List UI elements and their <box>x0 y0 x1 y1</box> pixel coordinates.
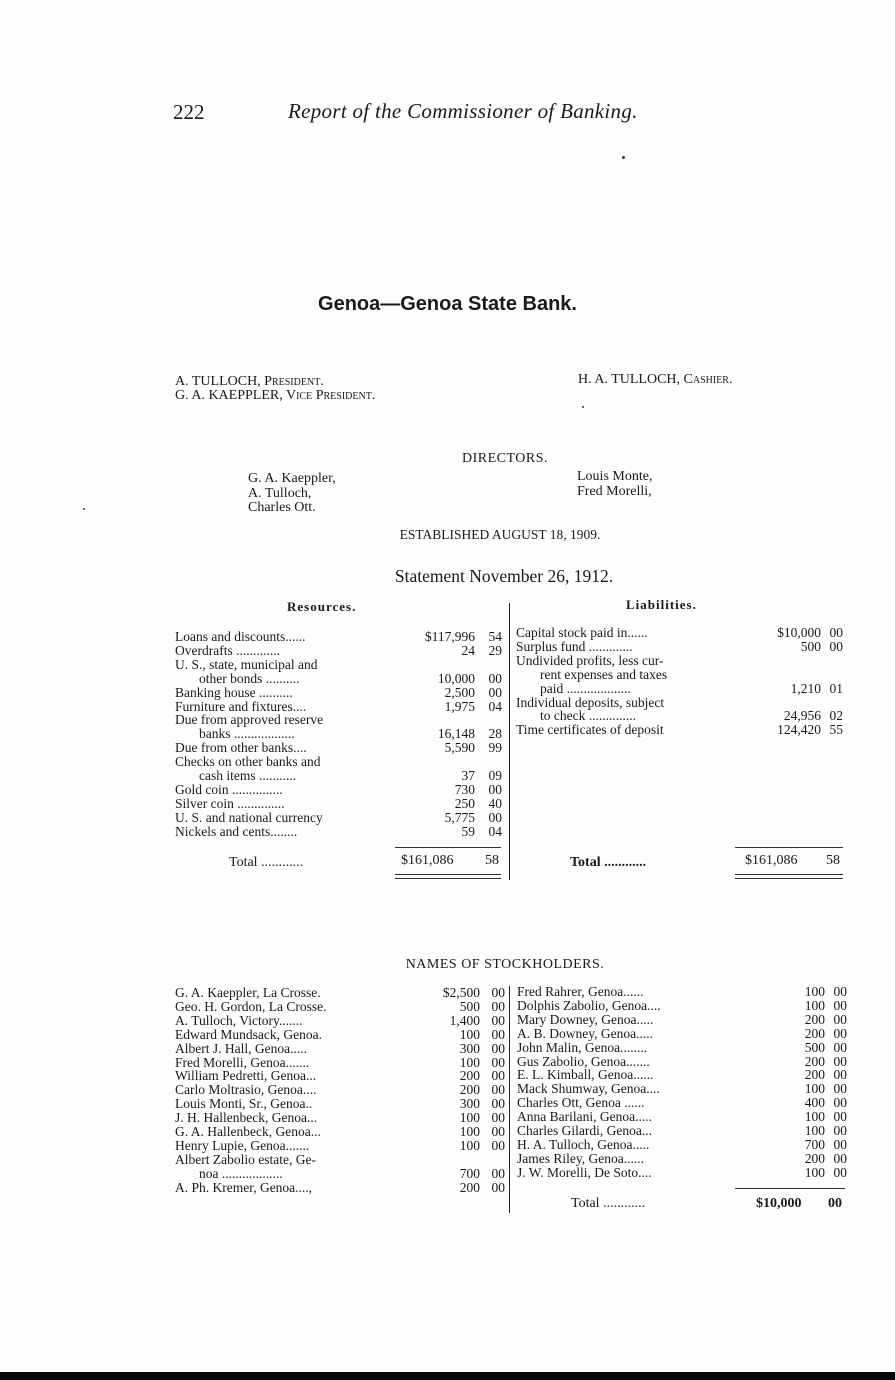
resource-row-cents: 00 <box>488 670 502 686</box>
liability-row <box>516 723 843 737</box>
resource-row-amount: 59 <box>461 823 475 839</box>
stockholder-row-amount: 200 <box>804 1150 825 1166</box>
stockholder-row <box>175 1042 505 1056</box>
stockholder-row <box>517 1124 847 1138</box>
stockholder-row-amount: 400 <box>804 1095 825 1111</box>
stockholder-row-cents: 00 <box>833 1025 847 1041</box>
stockholder-row-cents: 00 <box>833 1011 847 1027</box>
resource-row-amount: 250 <box>454 795 475 811</box>
stockholder-row-cents: 00 <box>833 984 847 999</box>
stockholder-row-amount: 100 <box>804 1123 825 1139</box>
liability-row-label: Undivided profits, less cur- <box>516 652 664 668</box>
stockholder-row-amount: 100 <box>459 1110 480 1126</box>
resource-row-cents: 00 <box>488 781 502 797</box>
stockholder-row-cents: 00 <box>833 1053 847 1069</box>
resource-row-label: Furniture and fixtures.... <box>175 698 307 714</box>
stockholder-row-amount: 100 <box>459 1124 480 1140</box>
stockholder-row-label: Mary Downey, Genoa..... <box>517 1011 654 1027</box>
stockholder-row-amount: 700 <box>804 1136 825 1152</box>
resource-row-label: Banking house .......... <box>175 684 293 700</box>
stockholders-total-rule <box>735 1188 845 1189</box>
stockholder-row-amount: 200 <box>459 1082 480 1098</box>
page-number: 222 <box>173 100 205 124</box>
established-date: ESTABLISHED AUGUST 18, 1909. <box>399 527 601 542</box>
stockholder-row-amount: 100 <box>804 984 825 999</box>
stockholder-row-amount: 100 <box>804 1081 825 1097</box>
stockholder-row-amount: 1,400 <box>449 1012 480 1028</box>
resource-row-amount <box>405 713 475 727</box>
director-name: G. A. Kaeppler, <box>248 471 336 486</box>
liability-row-label: Surplus fund ............. <box>516 638 633 654</box>
resource-row <box>175 658 502 672</box>
liability-row <box>516 696 843 710</box>
liability-row-cents: 00 <box>829 625 843 640</box>
stockholder-row-label: G. A. Hallenbeck, Genoa... <box>175 1124 321 1140</box>
resource-row-label: banks .................. <box>199 726 295 742</box>
stockholder-row <box>517 1068 847 1082</box>
stockholder-row-cents: 00 <box>491 1179 505 1195</box>
resource-row <box>175 811 502 825</box>
resources-table <box>175 630 502 839</box>
stockholder-row <box>517 985 847 999</box>
liability-row-amount <box>736 654 821 668</box>
stockholder-row-amount: 300 <box>459 1096 480 1112</box>
resource-row-label: Checks on other banks and <box>175 754 321 770</box>
directors-right <box>577 470 652 499</box>
bank-title: Genoa—Genoa State Bank. <box>318 293 577 315</box>
stockholder-row-label: Gus Zabolio, Genoa....... <box>517 1053 650 1069</box>
stockholder-row-cents: 00 <box>833 1067 847 1083</box>
resource-row-cents: 00 <box>488 809 502 825</box>
stockholder-row-label: A. B. Downey, Genoa..... <box>517 1025 653 1041</box>
stockholder-row <box>517 1152 847 1166</box>
stockholder-row-amount: 200 <box>459 1179 480 1195</box>
stockholder-row-cents: 00 <box>833 1150 847 1166</box>
stockholder-row <box>517 1082 847 1096</box>
liabilities-total-double-rule <box>735 874 843 879</box>
stockholder-row <box>175 1056 505 1070</box>
resource-row-cents <box>475 713 502 727</box>
director-name: Fred Morelli, <box>577 483 652 499</box>
stockholder-row <box>175 1181 505 1195</box>
resource-row-label: Due from other banks.... <box>175 740 307 756</box>
stockholder-row <box>517 1110 847 1124</box>
stockholder-row-cents: 00 <box>491 1040 505 1056</box>
stockholder-row-label: J. W. Morelli, De Soto.... <box>517 1164 652 1180</box>
resource-row-cents: 29 <box>488 642 502 658</box>
stockholder-row <box>175 1028 505 1042</box>
stockholder-row-cents: 00 <box>491 1165 505 1181</box>
stockholder-row-label: A. Tulloch, Victory....... <box>175 1012 303 1028</box>
resource-row-label: cash items ........... <box>199 768 297 784</box>
resource-row-cents: 54 <box>488 629 502 644</box>
liabilities-subtotal-rule <box>735 847 843 848</box>
resource-row-label: U. S. and national currency <box>175 809 323 825</box>
stockholder-row <box>517 1055 847 1069</box>
directors-heading: DIRECTORS. <box>461 451 549 466</box>
stockholder-row-cents: 00 <box>833 1109 847 1125</box>
print-speck <box>83 508 85 510</box>
stockholder-row-label: Albert J. Hall, Genoa..... <box>175 1040 307 1056</box>
stockholder-row-cents <box>480 1153 505 1167</box>
stockholder-row-label: Edward Mundsack, Genoa. <box>175 1026 322 1042</box>
stockholders-total-amount: $10,000 <box>756 1196 802 1211</box>
stockholder-row-cents: 00 <box>833 1136 847 1152</box>
resource-row-amount: 2,500 <box>444 684 475 700</box>
liability-row-amount: 500 <box>800 638 821 654</box>
stockholder-row <box>517 1096 847 1110</box>
resource-row-label: U. S., state, municipal and <box>175 656 318 672</box>
liabilities-total-amount: $161,086 <box>745 853 798 868</box>
resource-row-cents <box>475 658 502 672</box>
stockholder-row <box>175 1125 505 1139</box>
stockholder-row-label: Carlo Moltrasio, Genoa.... <box>175 1082 317 1098</box>
liability-row-label: Time certificates of deposit <box>516 722 664 738</box>
resource-row <box>175 755 502 769</box>
resource-row-label: Silver coin .............. <box>175 795 285 811</box>
stockholder-row-amount: 200 <box>804 1011 825 1027</box>
director-name: Louis Monte, <box>577 469 653 484</box>
liability-row-cents: 00 <box>829 638 843 654</box>
resource-row-amount: 16,148 <box>437 726 475 742</box>
resource-row-cents <box>475 755 502 769</box>
stockholder-row-label: A. Ph. Kremer, Genoa...., <box>175 1179 313 1195</box>
liabilities-heading: Liabilities. <box>626 597 697 612</box>
liability-row <box>516 626 843 640</box>
stockholder-row <box>175 1097 505 1111</box>
stockholder-row-cents: 00 <box>833 1123 847 1139</box>
stockholder-row-amount: 100 <box>804 997 825 1013</box>
liability-row-amount: 1,210 <box>790 680 821 696</box>
resource-row <box>175 741 502 755</box>
resource-row <box>175 713 502 727</box>
stockholder-row-label: Geo. H. Gordon, La Crosse. <box>175 998 327 1014</box>
resource-row-cents: 09 <box>488 768 502 784</box>
resources-subtotal-rule <box>395 847 501 848</box>
resource-row <box>175 630 502 644</box>
stockholder-row-cents: 00 <box>491 1096 505 1112</box>
liability-row-label: to check .............. <box>540 708 636 724</box>
resource-row <box>175 783 502 797</box>
resource-row <box>175 700 502 714</box>
stockholder-row-label: J. H. Hallenbeck, Genoa... <box>175 1110 318 1126</box>
stockholder-row <box>517 1013 847 1027</box>
running-title: Report of the Commissioner of Banking. <box>288 99 638 123</box>
officer-cashier: H. A. TULLOCH, Cashier. <box>578 372 733 387</box>
resource-row-amount <box>405 658 475 672</box>
stockholder-row-amount: 100 <box>459 1137 480 1153</box>
resources-total-amount: $161,086 <box>401 853 454 868</box>
resource-row-cents: 40 <box>488 795 502 811</box>
stockholder-row-cents: 00 <box>491 1026 505 1042</box>
resources-heading: Resources. <box>287 599 357 614</box>
stockholder-row-amount: 100 <box>459 1054 480 1070</box>
resources-total-label: Total ............ <box>229 855 304 870</box>
stockholder-row-label: William Pedretti, Genoa... <box>175 1068 317 1084</box>
liability-row-cents <box>821 654 843 668</box>
resources-total-double-rule <box>395 874 501 879</box>
liability-row-cents <box>821 668 843 682</box>
resource-row-cents: 04 <box>488 698 502 714</box>
stockholder-row <box>175 986 505 1000</box>
stockholder-row-amount: 100 <box>804 1109 825 1125</box>
stockholder-row-amount: 500 <box>459 998 480 1014</box>
stockholder-row <box>517 999 847 1013</box>
stockholder-row-cents: 00 <box>491 1012 505 1028</box>
stockholder-row-cents: 00 <box>491 998 505 1014</box>
resource-row-amount <box>405 755 475 769</box>
stockholder-row-label: Anna Barilani, Genoa..... <box>517 1109 652 1125</box>
stockholder-row-amount: 200 <box>804 1025 825 1041</box>
stockholder-row-amount: 200 <box>804 1067 825 1083</box>
resource-row-cents: 28 <box>488 726 502 742</box>
liability-row-label: Capital stock paid in...... <box>516 625 648 640</box>
stockholder-row-cents: 00 <box>833 1081 847 1097</box>
stockholder-row-label: Fred Morelli, Genoa....... <box>175 1054 310 1070</box>
resource-row-label: Gold coin ............... <box>175 781 283 797</box>
director-name: A. Tulloch, <box>248 485 312 501</box>
liability-row-cents: 02 <box>829 708 843 724</box>
resources-total-cents: 58 <box>485 853 499 868</box>
resource-row-amount: 37 <box>461 768 475 784</box>
stockholder-row-cents: 00 <box>491 1124 505 1140</box>
resource-row-label: Nickels and cents........ <box>175 823 298 839</box>
liability-row-cents: 01 <box>829 680 843 696</box>
liability-row-amount: $10,000 <box>777 625 821 640</box>
stockholder-row <box>517 1138 847 1152</box>
liability-row <box>516 654 843 668</box>
resource-row-cents: 04 <box>488 823 502 839</box>
stockholder-row-label: Charles Ott, Genoa ...... <box>517 1095 645 1111</box>
stockholder-row-amount: $2,500 <box>442 985 480 1000</box>
print-speck <box>582 406 584 408</box>
stockholder-row <box>175 1083 505 1097</box>
resource-row <box>175 797 502 811</box>
statement-title: Statement November 26, 1912. <box>394 566 614 586</box>
director-name: Charles Ott. <box>248 500 316 515</box>
liability-row-cents: 55 <box>829 722 843 738</box>
liability-row-label: paid ................... <box>540 680 631 696</box>
stockholder-row-amount <box>410 1153 480 1167</box>
liability-row-cents <box>821 696 843 710</box>
resource-row-amount: 1,975 <box>444 698 475 714</box>
resource-row <box>175 727 502 741</box>
liabilities-total-label: Total ............ <box>570 855 647 870</box>
officer-president: A. TULLOCH, President. <box>175 374 324 389</box>
stockholder-row <box>175 1014 505 1028</box>
liabilities-total-cents: 58 <box>826 853 840 868</box>
resource-row <box>175 825 502 839</box>
stockholders-heading: NAMES OF STOCKHOLDERS. <box>405 957 605 972</box>
resource-row-amount: 10,000 <box>437 670 475 686</box>
stockholder-row-amount: 200 <box>459 1068 480 1084</box>
stockholder-row-label: John Malin, Genoa........ <box>517 1039 648 1055</box>
stockholder-row <box>175 1167 505 1181</box>
resource-row-label: Loans and discounts...... <box>175 629 306 644</box>
scan-edge-bar <box>0 1372 895 1380</box>
stockholder-row-label: G. A. Kaeppler, La Crosse. <box>175 985 321 1000</box>
liability-row-amount: 124,420 <box>777 722 821 738</box>
stockholder-row-label: Fred Rahrer, Genoa...... <box>517 984 644 999</box>
stockholders-right-table <box>517 985 847 1180</box>
resource-row-label: Overdrafts ............. <box>175 642 280 658</box>
stockholder-row-amount: 100 <box>459 1026 480 1042</box>
liability-row <box>516 682 843 696</box>
resource-row-amount: 5,590 <box>444 740 475 756</box>
resource-row <box>175 769 502 783</box>
stockholder-row-amount: 500 <box>804 1039 825 1055</box>
liability-row-label: rent expenses and taxes <box>540 666 668 682</box>
officer-vice-president: G. A. KAEPPLER, Vice President. <box>175 388 376 403</box>
stockholder-row <box>175 1111 505 1125</box>
stockholder-row <box>175 1153 505 1167</box>
stockholder-row-cents: 00 <box>833 1039 847 1055</box>
resource-row-amount: 24 <box>461 642 475 658</box>
stockholder-row <box>175 1139 505 1153</box>
stockholder-row-label: Henry Lupie, Genoa....... <box>175 1137 310 1153</box>
stockholder-row <box>517 1166 847 1180</box>
statement-divider <box>509 603 510 880</box>
resource-row-amount: 5,775 <box>444 809 475 825</box>
stockholder-row-cents: 00 <box>491 1137 505 1153</box>
stockholders-total-label: Total ............ <box>571 1196 646 1211</box>
stockholder-row-label: E. L. Kimball, Genoa...... <box>517 1067 654 1083</box>
resource-row <box>175 686 502 700</box>
stockholder-row-amount: 100 <box>804 1164 825 1180</box>
stockholder-row-label: noa .................. <box>199 1165 283 1181</box>
stockholder-row-label: Mack Shumway, Genoa.... <box>517 1081 660 1097</box>
liabilities-table <box>516 626 843 737</box>
stockholder-row-label: Charles Gilardi, Genoa... <box>517 1123 652 1139</box>
stockholder-row-cents: 00 <box>833 1095 847 1111</box>
stockholders-total-cents: 00 <box>828 1196 842 1211</box>
liability-row <box>516 709 843 723</box>
resource-row-label: other bonds .......... <box>199 670 300 686</box>
stockholder-row-label: Louis Monti, Sr., Genoa.. <box>175 1096 313 1112</box>
resource-row-amount: 730 <box>454 781 475 797</box>
stockholder-row-cents: 00 <box>491 1054 505 1070</box>
stockholder-row-label: Dolphis Zabolio, Genoa.... <box>517 997 661 1013</box>
resource-row-cents: 00 <box>488 684 502 700</box>
stockholder-row-amount: 700 <box>459 1165 480 1181</box>
stockholder-row-label: Albert Zabolio estate, Ge- <box>175 1151 316 1167</box>
liability-row-amount <box>736 668 821 682</box>
resource-row-label: Due from approved reserve <box>175 712 324 728</box>
stockholder-row-cents: 00 <box>491 985 505 1000</box>
liability-row-amount <box>736 696 821 710</box>
stockholder-row <box>517 1041 847 1055</box>
stockholder-row <box>175 1069 505 1083</box>
stockholder-row-cents: 00 <box>491 1068 505 1084</box>
directors-left <box>248 472 336 516</box>
stockholder-row-cents: 00 <box>491 1110 505 1126</box>
stockholder-row-amount: 200 <box>804 1053 825 1069</box>
resource-row-amount: $117,996 <box>424 629 475 644</box>
liability-row-amount: 24,956 <box>783 708 821 724</box>
resource-row-cents: 99 <box>488 740 502 756</box>
stockholder-row <box>517 1027 847 1041</box>
liability-row <box>516 668 843 682</box>
stockholder-row-label: James Riley, Genoa...... <box>517 1150 644 1166</box>
stockholders-left-table <box>175 986 505 1195</box>
liability-row-label: Individual deposits, subject <box>516 694 665 710</box>
resource-row <box>175 644 502 658</box>
resource-row <box>175 672 502 686</box>
stockholder-row <box>175 1000 505 1014</box>
stockholder-row-amount: 300 <box>459 1040 480 1056</box>
stockholder-row-cents: 00 <box>833 997 847 1013</box>
stockholder-row-label: H. A. Tulloch, Genoa..... <box>517 1136 650 1152</box>
liability-row <box>516 640 843 654</box>
stockholders-divider <box>509 986 510 1213</box>
stockholder-row-cents: 00 <box>491 1082 505 1098</box>
print-speck <box>622 156 625 159</box>
stockholder-row-cents: 00 <box>833 1164 847 1180</box>
